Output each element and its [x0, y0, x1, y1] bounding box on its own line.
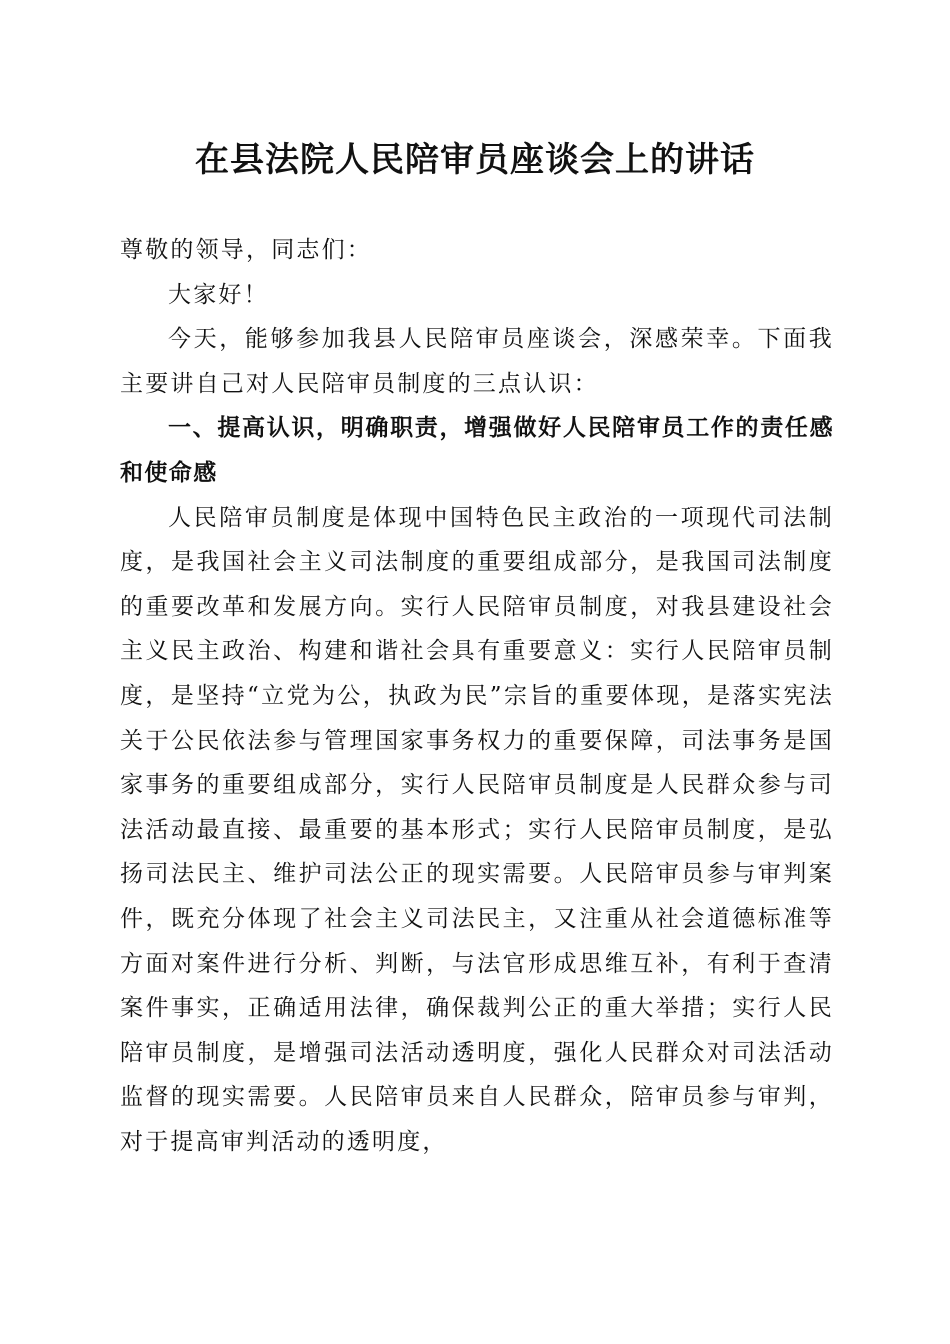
section-1-paragraph: 人民陪审员制度是体现中国特色民主政治的一项现代司法制度，是我国社会主义司法制度的重要组成部分，是我国司法制度的重要改革和发展方向。实行人民陪审员制度，对我县建设社会主义民主政治、构建和谐社会具有重要意义：实行人民陪审员制度，是坚持“立党为公，执政为民”宗旨的重要体现，是落实宪法关于公民依法参与管理国家事务权力的重要保障，司法事务是国家事务的重要组成部分，实行人民陪审员制度是人民群众参与司法活动最直接、最重要的基本形式；实行人民陪审员制度，是弘扬司法民主、维护司法公正的现实需要。人民陪审员参与审判案件，既充分体现了社会主义司法民主，又注重从社会道德标准等方面对案件进行分析、判断，与法官形成思维互补，有利于查清案件事实，正确适用法律，确保裁判公正的重大举措；实行人民陪审员制度，是增强司法活动透明度，强化人民群众对司法活动监督的现实需要。人民陪审员来自人民群众，陪审员参与审判，对于提高审判活动的透明度，	[120, 504, 834, 1155]
section-1-heading: 一、提高认识，明确职责，增强做好人民陪审员工作的责任感和使命感	[120, 415, 834, 486]
salutation: 尊敬的领导，同志们：	[120, 237, 372, 263]
document-title: 在县法院人民陪审员座谈会上的讲话	[195, 140, 755, 180]
greeting: 大家好！	[168, 281, 269, 308]
intro-paragraph: 今天，能够参加我县人民陪审员座谈会，深感荣幸。下面我主要讲自己对人民陪审员制度的三点认识：	[120, 326, 834, 397]
document-body	[120, 228, 834, 1164]
